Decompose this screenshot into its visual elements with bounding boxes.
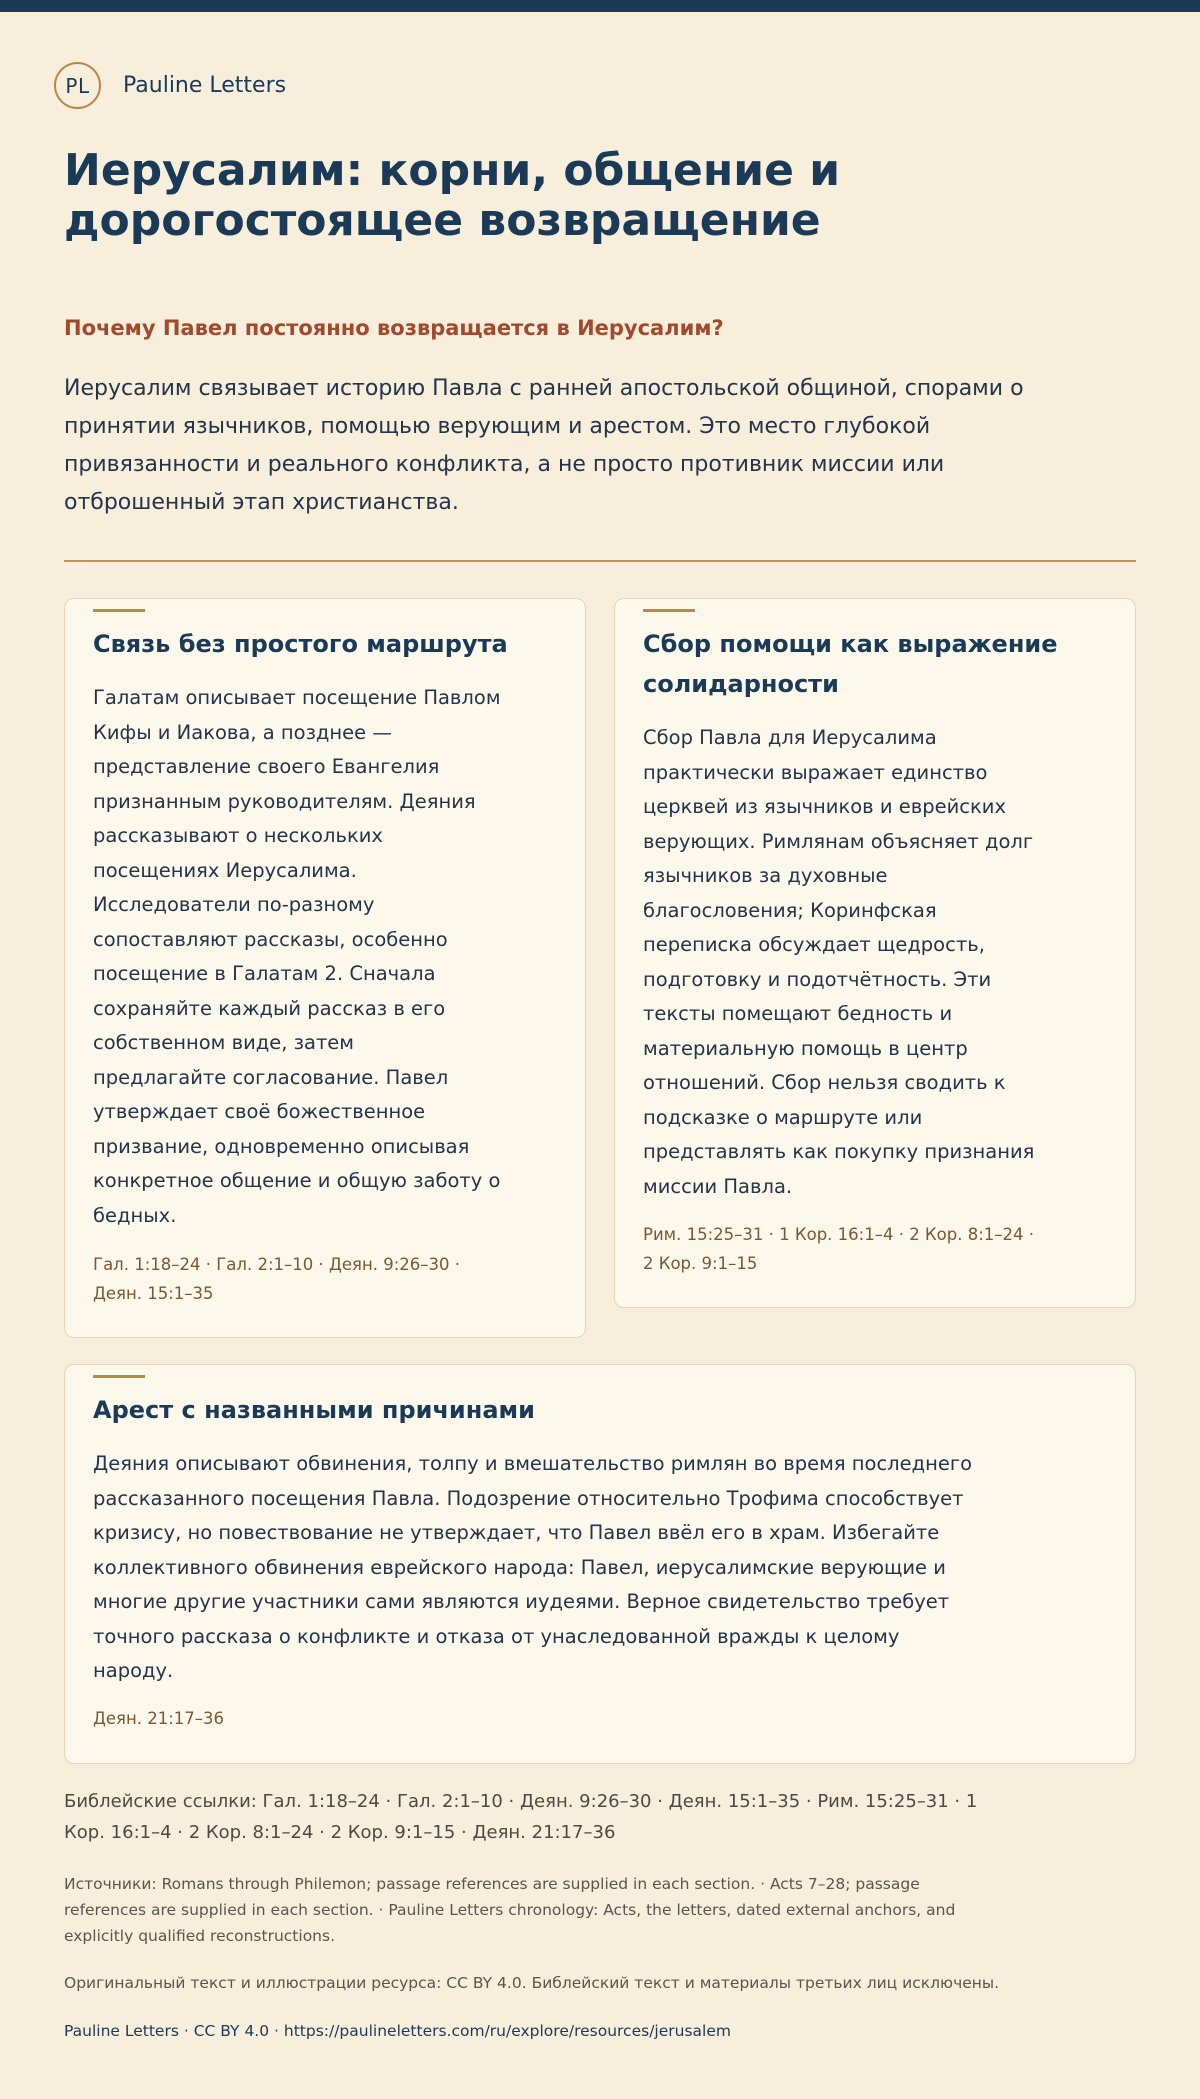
card-scripture-refs <box>93 1250 460 1308</box>
card-body-line: Кифы и Иакова, а позднее — <box>93 720 392 744</box>
card-body-line: признанным руководителям. Деяния <box>93 789 476 813</box>
card-body <box>643 721 1034 1204</box>
card-body-line: предлагайте согласование. Павел <box>93 1065 449 1089</box>
top-accent-bar <box>0 0 1200 12</box>
card-arrest <box>64 1364 1136 1764</box>
card-collection <box>614 598 1136 1308</box>
card-body-line: коллективного обвинения еврейского народа: Павел, иерусалимские верующие и <box>93 1555 946 1579</box>
card-body-line: благословения; Коринфская <box>643 898 937 922</box>
card-scripture-refs <box>643 1220 1034 1278</box>
card-refs-line: Рим. 15:25–31 · 1 Кор. 16:1–4 · 2 Кор. 8:1–24 · <box>643 1225 1034 1244</box>
intro-line: Иерусалим связывает историю Павла с ранней апостольской общиной, спорами о <box>64 376 1024 401</box>
card-body <box>93 1447 972 1689</box>
card-body-line: рассказывают о нескольких <box>93 824 383 847</box>
card-body-line: практически выражает единство <box>643 760 988 784</box>
card-title-line: солидарности <box>643 670 839 698</box>
card-body-line: конкретное общение и общую заботу о <box>93 1169 501 1192</box>
page-title-line: дорогостоящее возвращение <box>64 195 821 246</box>
section-divider <box>64 560 1136 562</box>
card-accent-line <box>93 609 145 612</box>
page-subtitle: Почему Павел постоянно возвращается в Иерусалим? <box>64 316 724 340</box>
license-note: Оригинальный текст и иллюстрации ресурса: CC BY 4.0. Библейский текст и материалы третьих лиц исключены. <box>64 1974 1000 1992</box>
card-body-line: утверждает своё божественное <box>93 1100 426 1123</box>
card-body-line: подсказке о маршруте или <box>643 1105 923 1129</box>
card-body-line: рассказанного посещения Павла. Подозрение относительно Трофима способствует <box>93 1486 964 1510</box>
card-title <box>93 624 508 664</box>
page-title-line: Иерусалим: корни, общение и <box>64 145 841 196</box>
card-body-line: тексты помещают бедность и <box>643 1002 953 1025</box>
card-body-line: посещение в Галатам 2. Сначала <box>93 962 436 985</box>
card-body-line: материальную помощь в центр <box>643 1036 968 1060</box>
card-body-line: представление своего Евангелия <box>93 755 440 778</box>
card-connection <box>64 598 586 1338</box>
sources-line: Источники: Romans through Philemon; passage references are supplied in each section. · Acts 7–28; passage <box>64 1875 920 1893</box>
card-body-line: сохраняйте каждый рассказ в его <box>93 996 446 1020</box>
bible-references-line: Библейские ссылки: Гал. 1:18–24 · Гал. 2:1–10 · Деян. 9:26–30 · Деян. 15:1–35 · Рим. 15:25–31 · 1 <box>64 1791 978 1812</box>
card-body-line: собственном виде, затем <box>93 1031 355 1054</box>
card-body-line: переписка обсуждает щедрость, <box>643 933 985 956</box>
sources-note <box>64 1871 955 1949</box>
card-body-line: церквей из язычников и еврейских <box>643 795 1006 818</box>
card-title <box>643 624 1058 704</box>
intro-line: привязанности и реального конфликта, а не просто противник миссии или <box>64 452 945 477</box>
card-refs-line: Деян. 21:17–36 <box>93 1709 225 1728</box>
card-body-line: верующих. Римлянам объясняет долг <box>643 829 1034 853</box>
card-body-line: язычников за духовные <box>643 864 888 887</box>
card-body <box>93 681 501 1233</box>
card-title-line: Сбор помощи как выражение <box>643 630 1058 658</box>
card-body-line: представлять как покупку признания <box>643 1140 1035 1163</box>
card-refs-line: Гал. 1:18–24 · Гал. 2:1–10 · Деян. 9:26–30 · <box>93 1255 461 1274</box>
card-body-line: призвание, одновременно описывая <box>93 1134 470 1158</box>
card-refs-line: 2 Кор. 9:1–15 <box>643 1254 758 1273</box>
intro-paragraph <box>64 370 1074 522</box>
brand[interactable] <box>54 62 286 109</box>
brand-logo: PL <box>54 62 101 109</box>
bible-references-line: Кор. 16:1–4 · 2 Кор. 8:1–24 · 2 Кор. 9:1–15 · Деян. 21:17–36 <box>64 1822 616 1843</box>
card-body-line: Исследователи по-разному <box>93 893 375 916</box>
bible-references <box>64 1786 977 1848</box>
card-scripture-refs <box>93 1704 224 1733</box>
card-body-line: народу. <box>93 1659 174 1682</box>
card-body-line: бедных. <box>93 1203 177 1227</box>
card-accent-line <box>93 1375 145 1378</box>
footer-site-link[interactable]: Pauline Letters · CC BY 4.0 · https://paulineletters.com/ru/explore/resources/jerusalem <box>64 2022 731 2040</box>
card-body-line: подготовку и подотчётность. Эти <box>643 967 992 991</box>
page-title <box>64 146 964 246</box>
intro-line: принятии язычников, помощью верующим и арестом. Это место глубокой <box>64 414 931 439</box>
card-body-line: точного рассказа о конфликте и отказа от унаследованной вражды к целому <box>93 1624 900 1648</box>
sources-line: references are supplied in each section. · Pauline Letters chronology: Acts, the letters, dated external anchors, and <box>64 1901 956 1919</box>
card-body-line: сопоставляют рассказы, особенно <box>93 927 448 951</box>
card-title-line: Арест с названными причинами <box>93 1396 535 1424</box>
card-body-line: Деяния описывают обвинения, толпу и вмешательство римлян во время последнего <box>93 1452 973 1475</box>
card-body-line: кризису, но повествование не утверждает, что Павел ввёл его в храм. Избегайте <box>93 1521 940 1544</box>
card-title-line: Связь без простого маршрута <box>93 630 508 658</box>
brand-name[interactable]: Pauline Letters <box>123 73 287 98</box>
card-title <box>93 1390 535 1430</box>
sources-line: explicitly qualified reconstructions. <box>64 1927 336 1945</box>
card-body-line: отношений. Сбор нельзя сводить к <box>643 1071 1006 1094</box>
card-body-line: миссии Павла. <box>643 1174 793 1198</box>
card-body-line: посещениях Иерусалима. <box>93 858 357 882</box>
card-body-line: многие другие участники сами являются иудеями. Верное свидетельство требует <box>93 1590 950 1613</box>
card-body-line: Сбор Павла для Иерусалима <box>643 726 937 749</box>
card-refs-line: Деян. 15:1–35 <box>93 1284 214 1303</box>
intro-line: отброшенный этап христианства. <box>64 490 459 515</box>
card-body-line: Галатам описывает посещение Павлом <box>93 686 501 709</box>
card-accent-line <box>643 609 695 612</box>
